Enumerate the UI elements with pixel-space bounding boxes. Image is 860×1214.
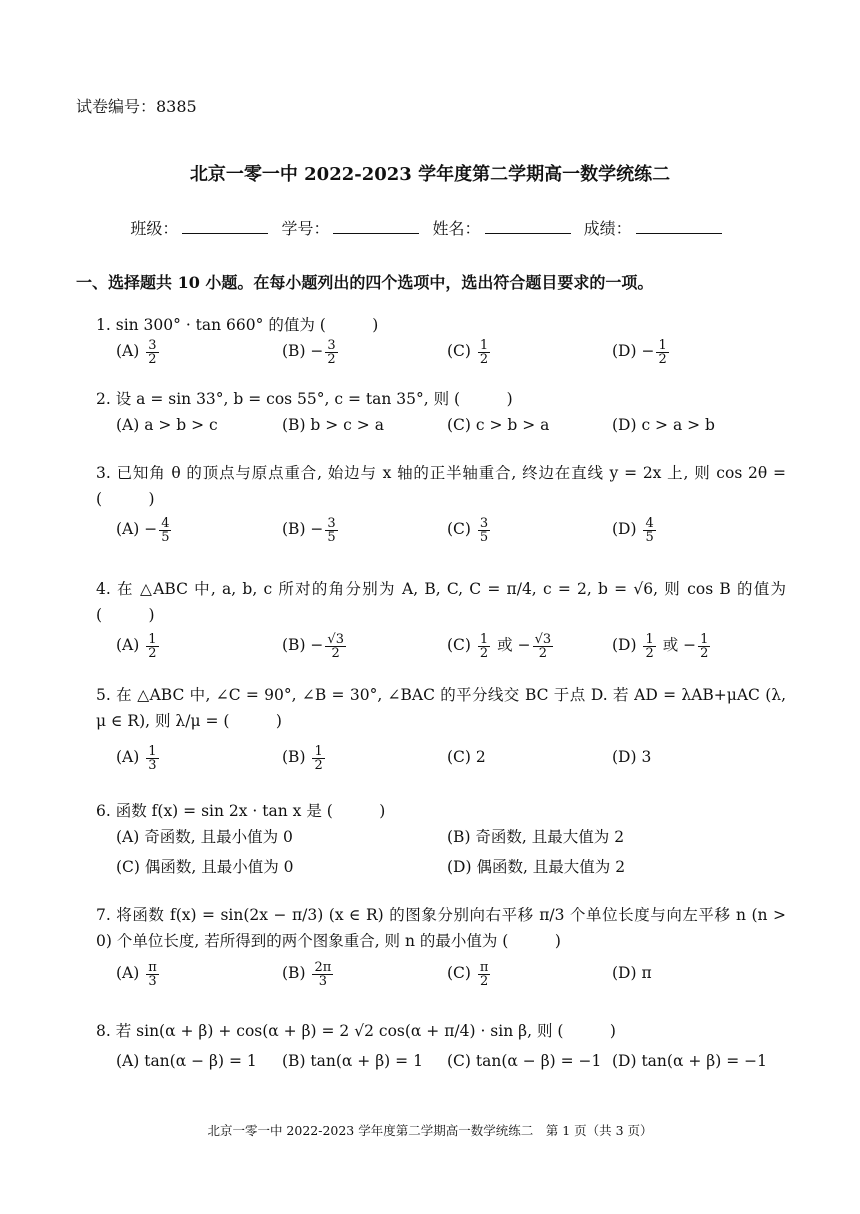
- exam-id: 试卷编号：8385: [76, 97, 197, 116]
- option-a: (A) $\frac{1}{2}$: [116, 631, 157, 661]
- options: [96, 338, 786, 368]
- option-b: (B) $\frac{1}{2}$: [282, 743, 323, 773]
- question-stem: 6. 函数 f(x) = sin 2x · tan x 是 ( ): [96, 802, 386, 820]
- question-3: [96, 460, 786, 546]
- class-label: 班级：: [130, 219, 179, 238]
- name-label: 姓名：: [432, 219, 481, 238]
- question-stem: [96, 312, 786, 338]
- option-d: (D) tan(α + β) = −1: [612, 1052, 767, 1070]
- option-a: (A) $\frac{\pi}{3}$: [116, 959, 157, 989]
- question-7: [96, 902, 786, 990]
- student-info-row: [0, 216, 860, 239]
- option-b: (B) 奇函数, 且最大值为 2: [447, 828, 625, 846]
- option-a: (A) $\frac{3}{2}$: [116, 337, 157, 367]
- options: [96, 854, 786, 884]
- options: [96, 516, 786, 546]
- class-blank: [182, 219, 268, 234]
- fraction: $\frac{1}{2}$: [479, 337, 489, 367]
- question-text: sin 300° · tan 660° 的值为 ( ): [115, 316, 379, 334]
- option-d: (D) $\frac{1}{2}$ 或 − $\frac{1}{2}$: [612, 631, 709, 661]
- option-c: (C) $\frac{1}{2}$ 或 − $\frac{√3}{2}$: [447, 631, 552, 661]
- name-blank: [485, 219, 571, 234]
- question-text: 函数 f(x) = sin 2x · tan x 是 ( ): [115, 802, 386, 820]
- question-stem: 5. 在 △ABC 中, ∠C = 90°, ∠B = 30°, ∠BAC 的平分线交 BC 于点 D. 若 AD = λAB+μAC (λ, μ ∈ R), 则 λ/μ = ( ): [96, 686, 786, 730]
- question-stem: 4. 在 △ABC 中, a, b, c 所对的角分别为 A, B, C, C = π/4, c = 2, b = √6, 则 cos B 的值为 ( ): [96, 580, 786, 624]
- question-text: 在 △ABC 中, ∠C = 90°, ∠B = 30°, ∠BAC 的平分线交 BC 于点 D. 若 AD = λAB+μAC (λ, μ ∈ R), 则 λ/μ = ( ): [96, 686, 786, 730]
- question-5: [96, 682, 786, 774]
- option-c: (C) tan(α − β) = −1: [447, 1052, 602, 1070]
- question-stem: 8. 若 sin(α + β) + cos(α + β) = 2 √2 cos(α + π/4) · sin β, 则 ( ): [96, 1022, 616, 1040]
- option-b: (B) $\frac{2\pi}{3}$: [282, 959, 332, 989]
- question-text: 将函数 f(x) = sin(2x − π/3) (x ∈ R) 的图象分别向右平移 π/3 个单位长度与向左平移 n (n > 0) 个单位长度, 若所得到的两个图象重合, 则 n 的最小值为 ( ): [96, 906, 787, 950]
- options: [96, 632, 786, 662]
- score-blank: [636, 219, 722, 234]
- option-a: (A) tan(α − β) = 1: [116, 1052, 257, 1070]
- question-6: [96, 798, 786, 884]
- question-2: [96, 386, 786, 442]
- option-c: (C) 偶函数, 且最小值为 0: [116, 858, 294, 876]
- question-text: 设 a = sin 33°, b = cos 55°, c = tan 35°, 则 ( ): [115, 390, 513, 408]
- option-c: (C) $\frac{1}{2}$: [447, 337, 489, 367]
- question-4: [96, 576, 786, 662]
- fraction: $\frac{1}{2}$: [658, 337, 667, 367]
- option-b: (B) − $\frac{3}{2}$: [282, 337, 336, 367]
- option-c: (C) $\frac{\pi}{2}$: [447, 959, 489, 989]
- options: [96, 1048, 786, 1078]
- question-1: [96, 312, 786, 368]
- exam-title: 北京一零一中 2022-2023 学年度第二学期高一数学统练二: [189, 164, 671, 185]
- option-b: (B) − $\frac{3}{5}$: [282, 515, 336, 545]
- question-8: [96, 1018, 786, 1078]
- number-label: 学号：: [281, 219, 330, 238]
- section-heading: 一、选择题共 10 小题。在每小题列出的四个选项中，选出符合题目要求的一项。: [76, 273, 654, 292]
- option-d: (D) c > a > b: [612, 416, 715, 434]
- option-b: (B) b > c > a: [282, 416, 384, 434]
- option-c: (C) c > b > a: [447, 416, 550, 434]
- question-stem: 3. 已知角 θ 的顶点与原点重合, 始边与 x 轴的正半轴重合, 终边在直线 y = 2x 上, 则 cos 2θ = ( ): [96, 464, 786, 508]
- fraction: $\frac{3}{2}$: [327, 337, 336, 367]
- option-a: (A) $\frac{1}{3}$: [116, 743, 157, 773]
- option-a: (A) 奇函数, 且最小值为 0: [116, 828, 293, 846]
- option-b: (B) tan(α + β) = 1: [282, 1052, 423, 1070]
- question-stem: 7. 将函数 f(x) = sin(2x − π/3) (x ∈ R) 的图象分别向右平移 π/3 个单位长度与向左平移 n (n > 0) 个单位长度, 若所得到的两个图象重合, 则 n 的最小值为 ( ): [96, 906, 787, 950]
- option-d: (D) $\frac{4}{5}$: [612, 515, 654, 545]
- option-c: (C) $\frac{3}{5}$: [447, 515, 489, 545]
- score-label: 成绩：: [583, 219, 632, 238]
- question-stem: 2. 设 a = sin 33°, b = cos 55°, c = tan 35°, 则 ( ): [96, 390, 513, 408]
- question-number: 1.: [96, 316, 111, 334]
- option-d: (D) 3: [612, 748, 652, 766]
- option-a: (A) a > b > c: [116, 416, 218, 434]
- option-d: (D) − $\frac{1}{2}$: [612, 337, 667, 367]
- option-d: (D) π: [612, 964, 652, 982]
- options: [96, 744, 786, 774]
- question-text: 若 sin(α + β) + cos(α + β) = 2 √2 cos(α + π/4) · sin β, 则 ( ): [115, 1022, 616, 1040]
- option-b: (B) − $\frac{√3}{2}$: [282, 631, 344, 661]
- question-text: 已知角 θ 的顶点与原点重合, 始边与 x 轴的正半轴重合, 终边在直线 y = 2x 上, 则 cos 2θ = ( ): [96, 464, 786, 508]
- option-c: (C) 2: [447, 748, 486, 766]
- number-blank: [333, 219, 419, 234]
- options: [96, 824, 786, 854]
- options: [96, 960, 786, 990]
- question-text: 在 △ABC 中, a, b, c 所对的角分别为 A, B, C, C = π/4, c = 2, b = √6, 则 cos B 的值为 ( ): [96, 580, 786, 624]
- option-d: (D) 偶函数, 且最大值为 2: [447, 858, 626, 876]
- page-footer: 北京一零一中 2022-2023 学年度第二学期高一数学统练二 第 1 页（共 3 页）: [207, 1123, 653, 1138]
- fraction: $\frac{3}{2}$: [148, 337, 157, 367]
- option-a: (A) − $\frac{4}{5}$: [116, 515, 170, 545]
- options: [96, 412, 786, 442]
